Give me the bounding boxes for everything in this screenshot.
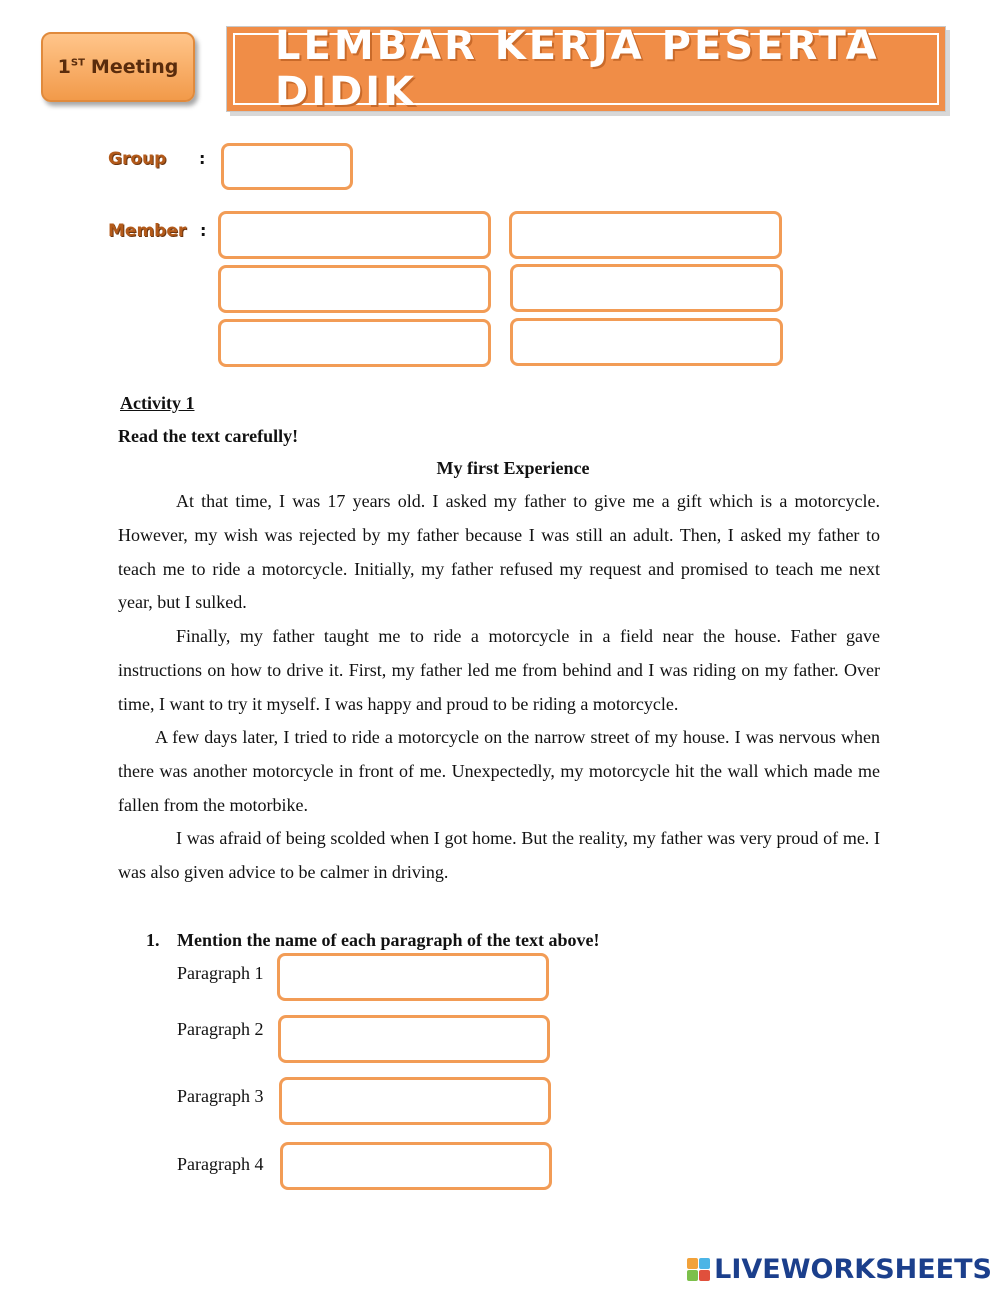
liveworksheets-logo: [687, 1254, 992, 1285]
brand-tiles-icon: [687, 1258, 710, 1281]
group-label: Group: [108, 149, 167, 169]
question-1: [146, 930, 599, 951]
text-paragraph-1: At that time, I was 17 years old. I asked my father to give me a gift which is a motorcycle. However, my wish was rejected by my father because I was still an adult. Then, I asked my father to teach me to ride a motorcycle. Initially, my father refused my request and promised to teach me next year, but I sulked.: [118, 491, 880, 613]
page-title: LEMBAR KERJA PESERTA DIDIK: [275, 23, 880, 115]
member-input-2[interactable]: [509, 211, 782, 259]
title-banner: [226, 23, 946, 115]
paragraph-answer-2[interactable]: [278, 1015, 550, 1063]
paragraph-label-2: Paragraph 2: [177, 1019, 264, 1039]
member-input-1[interactable]: [218, 211, 491, 259]
meeting-label: Meeting: [90, 56, 179, 78]
meeting-number: 1ST: [57, 56, 85, 78]
text-paragraph-4: I was afraid of being scolded when I got home. But the reality, my father was very proud of me. I was also given advice to be calmer in driving.: [118, 828, 880, 882]
paragraph-label-4: Paragraph 4: [177, 1154, 264, 1174]
brand-name: LIVEWORKSHEETS: [714, 1254, 992, 1285]
member-colon: :: [200, 221, 207, 240]
text-paragraph-2: Finally, my father taught me to ride a motorcycle in a field near the house. Father gave instructions on how to drive it. First, my father led me from behind and I was riding on my father. Over time, I want to try it myself. I was happy and proud to be riding a motorcycle.: [118, 626, 880, 714]
activity-heading: Activity 1: [120, 393, 195, 413]
meeting-badge: [41, 32, 195, 102]
text-title: My first Experience: [436, 458, 590, 478]
member-input-4[interactable]: [510, 264, 783, 312]
paragraph-label-3: Paragraph 3: [177, 1086, 264, 1106]
member-input-3[interactable]: [218, 265, 491, 313]
group-input[interactable]: [221, 143, 353, 190]
member-input-6[interactable]: [510, 318, 783, 366]
text-paragraph-3: A few days later, I tried to ride a motorcycle on the narrow street of my house. I was nervous when there was another motorcycle in front of me. Unexpectedly, my motorcycle hit the wall which made me fallen from the motorbike.: [118, 727, 880, 815]
member-label: Member: [108, 221, 187, 241]
paragraph-answer-1[interactable]: [277, 953, 549, 1001]
paragraph-answer-4[interactable]: [280, 1142, 552, 1190]
paragraph-label-1: Paragraph 1: [177, 963, 264, 983]
activity-instruction: Read the text carefully!: [118, 426, 299, 446]
question-number: 1.: [146, 930, 160, 950]
title-banner-frame: [233, 23, 939, 115]
member-input-5[interactable]: [218, 319, 491, 367]
paragraph-answer-3[interactable]: [279, 1077, 551, 1125]
question-text: Mention the name of each paragraph of the text above!: [177, 930, 600, 950]
group-colon: :: [199, 149, 206, 168]
